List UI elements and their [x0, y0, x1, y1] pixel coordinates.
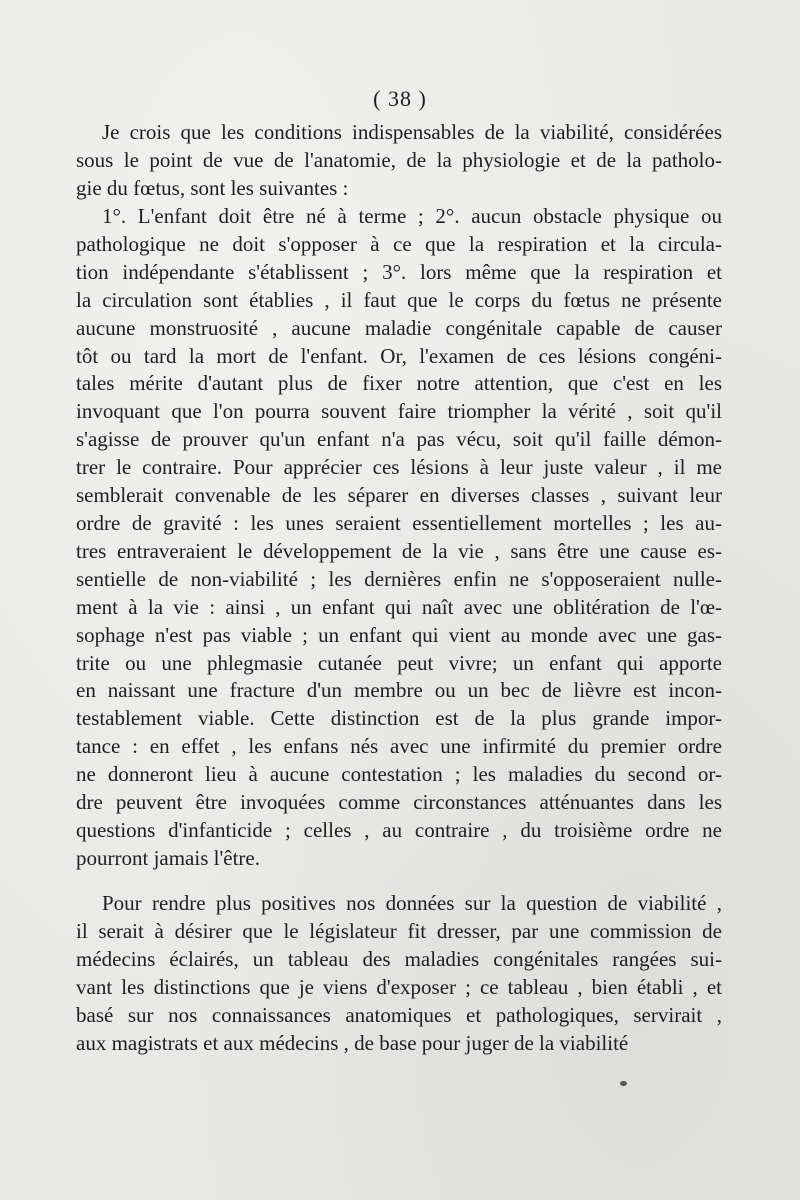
text-line: tion indépendante s'établissent ; 3°. lors même que la respiration et	[76, 259, 722, 284]
text-line: tres entraveraient le développement de la vie , sans être une cause es-	[76, 538, 722, 563]
text-line: invoquant que l'on pourra souvent faire triompher la vérité , soit qu'il	[76, 399, 722, 424]
ink-speck	[620, 1081, 627, 1086]
text-line: vant les distinctions que je viens d'exposer ; ce tableau , bien établi , et	[76, 974, 722, 999]
text-line: tales mérite d'autant plus de fixer notre attention, que c'est en les	[76, 371, 722, 396]
text-line: aucune monstruosité , aucune maladie congénitale capable de causer	[76, 315, 722, 340]
text-line: la circulation sont établies , il faut que le corps du fœtus ne présente	[76, 287, 722, 312]
paragraph-conditions-intro	[76, 119, 722, 203]
text-line: médecins éclairés, un tableau des maladies congénitales rangées sui-	[76, 946, 722, 971]
text-line: ment à la vie : ainsi , un enfant qui naît avec une oblitération de l'œ-	[76, 594, 722, 619]
text-line: sophage n'est pas viable ; un enfant qui vient au monde avec une gas-	[76, 622, 722, 647]
text-line: dre peuvent être invoquées comme circonstances atténuantes dans les	[76, 790, 722, 815]
text-line: pourront jamais l'être.	[76, 845, 260, 870]
text-line: tôt ou tard la mort de l'enfant. Or, l'examen de ces lésions congéni-	[76, 343, 722, 368]
text-line: semblerait convenable de les séparer en diverses classes , suivant leur	[76, 483, 722, 508]
text-line: sentielle de non-viabilité ; les dernières enfin ne s'opposeraient nulle-	[76, 566, 722, 591]
text-line: basé sur nos connaissances anatomiques et pathologiques, servirait ,	[76, 1002, 722, 1027]
text-line: ne donneront lieu à aucune contestation ; les maladies du second or-	[76, 762, 722, 787]
text-line: gie du fœtus, sont les suivantes :	[76, 175, 349, 200]
text-line: testablement viable. Cette distinction est de la plus grande impor-	[76, 706, 722, 731]
text-line: en naissant une fracture d'un membre ou un bec de lièvre est incon-	[76, 678, 722, 703]
text-line: Pour rendre plus positives nos données sur la question de viabilité ,	[102, 891, 722, 915]
text-line: Je crois que les conditions indispensables de la viabilité, considérées	[102, 120, 722, 144]
paragraph-conditions-list	[76, 203, 722, 873]
text-line: aux magistrats et aux médecins , de base pour juger de la viabilité	[76, 1030, 629, 1055]
text-line: trite ou une phlegmasie cutanée peut vivre; un enfant qui apporte	[76, 650, 722, 675]
page-number: ( 38 )	[373, 86, 427, 111]
text-line: sous le point de vue de l'anatomie, de la physiologie et de la patholo-	[76, 147, 722, 172]
text-line: questions d'infanticide ; celles , au contraire , du troisième ordre ne	[76, 817, 722, 842]
text-line: il serait à désirer que le législateur fit dresser, par une commission de	[76, 918, 722, 943]
text-line: s'agisse de prouver qu'un enfant n'a pas vécu, soit qu'il faille démon-	[76, 427, 722, 452]
text-line: tance : en effet , les enfans nés avec une infirmité du premier ordre	[76, 734, 722, 759]
text-line: 1°. L'enfant doit être né à terme ; 2°. aucun obstacle physique ou	[102, 204, 722, 228]
text-line: pathologique ne doit s'opposer à ce que la respiration et la circula-	[76, 231, 722, 256]
paragraph-legislator-proposal	[76, 890, 722, 1057]
text-line: ordre de gravité : les unes seraient essentiellement mortelles ; les au-	[76, 510, 722, 535]
text-line: trer le contraire. Pour apprécier ces lésions à leur juste valeur , il me	[76, 455, 722, 480]
